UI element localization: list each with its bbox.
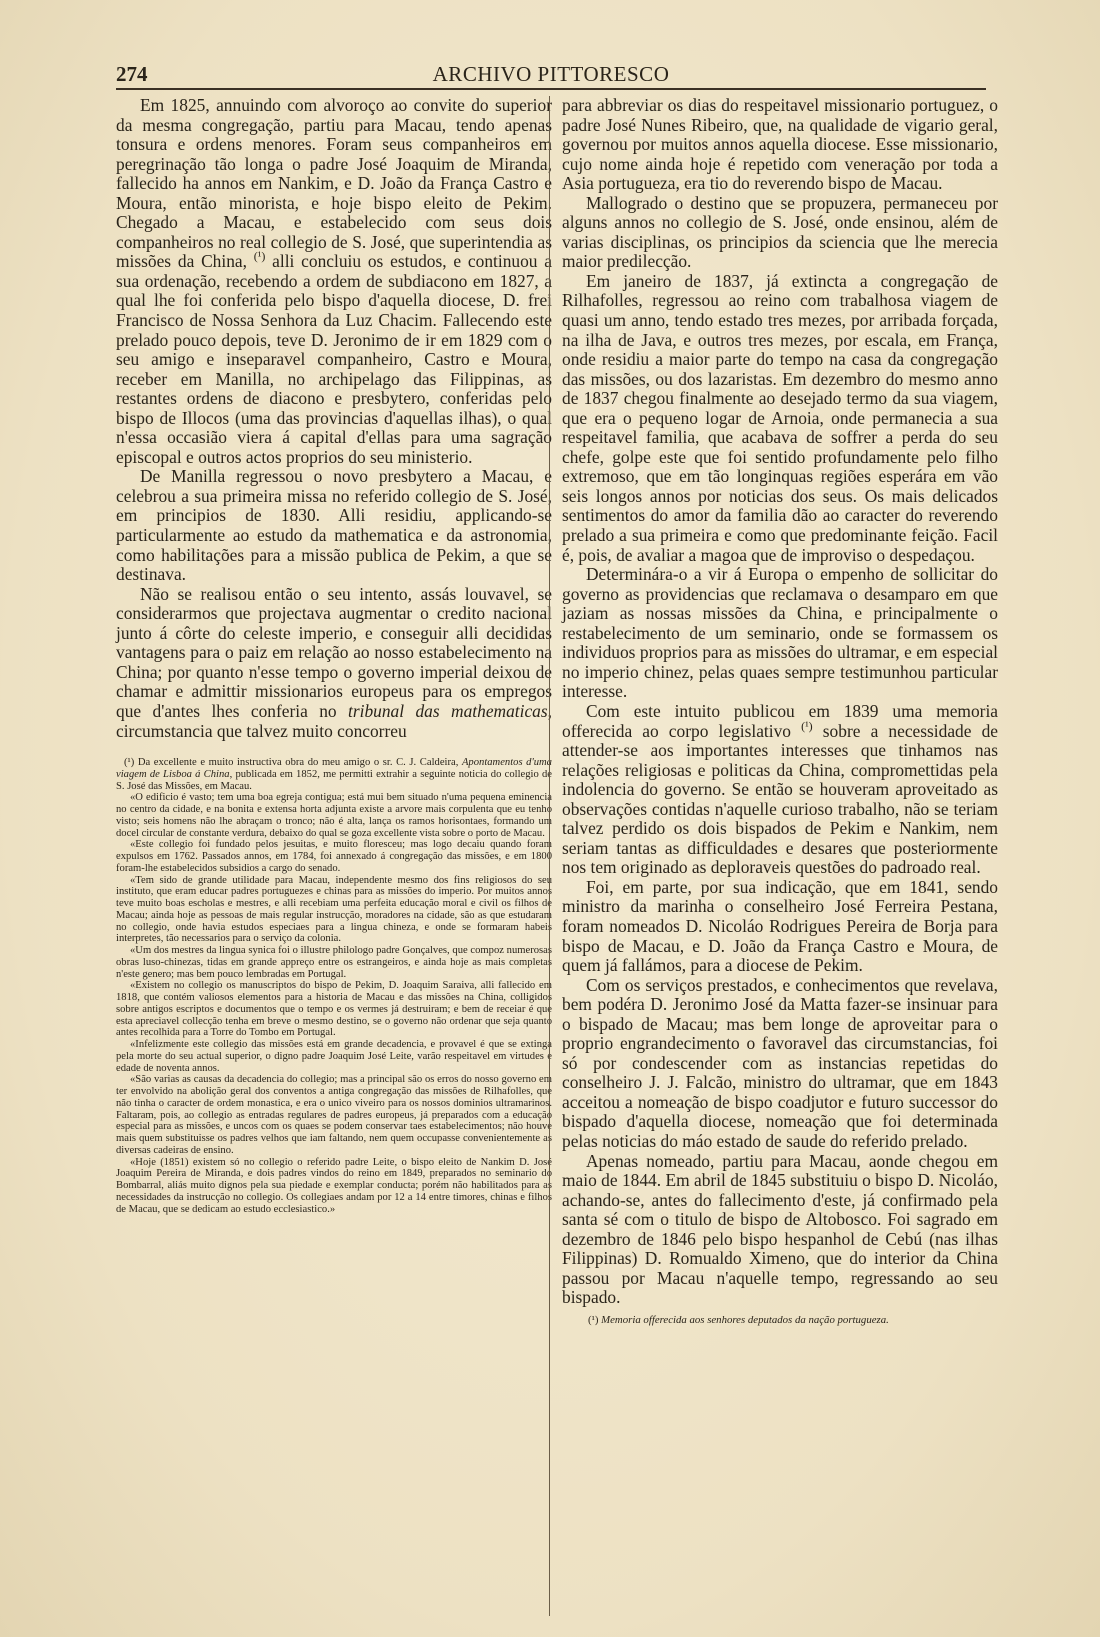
footnote-paragraph: «Tem sido de grande utilidade para Macau, independente mesmo dos fins religiosos do seu instituto, que eram educar padres portuguezes e chinas para as missões do imperio. Por muitos annos teve muito boas escholas e mestres, e alli recebiam uma perfeita educação moral e civil os filhos de Macau; ainda hoje as pessoas de mais regular instrucção, moradores na cidade, são as que estudaram no collegio, onde havia estudos especiaes para a lingua chineza, e onde se formaram habeis interpretes, tão necessarios para o serviço da colonia. bbox=[116, 874, 552, 945]
right-column bbox=[562, 96, 998, 1338]
body-text: sobre a necessidade de attender-se aos importantes interesses que tinhamos nas relações religiosas e politicas da China, compromettidas pela indolencia do governo. Se então se houveram aproveitado as observações contidas n'aquelle curioso trabalho, não se teriam talvez perdido os dois bispados de Pekim e Nankim, nem seriam tantas as difficuldades e desares que posteriormente nos tem originado as deploraveis questões do padroado real. bbox=[562, 720, 998, 878]
footnote-text: Memoria offerecida aos senhores deputados da nação portugueza. bbox=[601, 1313, 889, 1326]
footnote-text: , publicada em 1852, me permitti extrahir a seguinte noticia do collegio de S. José das Missões, em Macau. bbox=[116, 768, 552, 792]
footnote-paragraph bbox=[116, 757, 552, 792]
footnote-paragraph: «Hoje (1851) existem só no collegio o referido padre Leite, o bispo eleito de Nankim D. José Joaquim Pereira de Miranda, e dois padres vindos do reino em 1849, preparados no seminario do Bombarral, aliás muito dignos pela sua piedade e exemplar conducta; porém não habilitados para as necessidades da instrucção no collegio. Os collegiaes andam por 12 a 14 entre timores, chinas e filhos de Macau, que se dedicam ao estudo ecclesiastico.» bbox=[116, 1156, 552, 1215]
footnote-reference: (¹) bbox=[801, 718, 813, 733]
body-paragraph: Em janeiro de 1837, já extincta a congregação de Rilhafolles, regressou ao reino com trabalhosa viagem de quasi um anno, tendo estado tres mezes, por arribada forçada, na ilha de Java, e outros tres mezes, por escala, em França, onde residiu a maior parte do tempo na casa da congregação das missões, ou dos lazaristas. Em dezembro do mesmo anno de 1837 chegou finalmente ao desejado termo da sua viagem, que era o pequeno logar de Arnoia, onde permanecia a sua respeitavel familia, que acabava de soffrer a perda do seu chefe, golpe este que foi sentido profundamente pelo filho extremoso, que em tão longinquas regiões esperára em vão seis longos annos por noticias dos seus. Os mais delicados sentimentos do amor da familia dão ao caracter do reverendo prelado a sua primeira e como que predominante feição. Facil é, pois, de avaliar a magoa que de improviso o despedaçou. bbox=[562, 270, 998, 565]
footnote-paragraph: «Existem no collegio os manuscriptos do bispo de Pekim, D. Joaquim Saraiva, alli fallecido em 1818, que contém valiosos elementos para a historia de Macau e das missões na China, colligidos sobre antigos escriptos e documentos que o tempo e os vermes já destruiram; e bem de receiar é que esta apreciavel collecção tenha em breve o mesmo destino, se o governo não ordenar que seja quanto antes recolhida para a Torre do Tombo em Portugal. bbox=[116, 980, 552, 1039]
body-text: alli concluiu os estudos, e continuou a sua ordenação, recebendo a ordem de subdiacono em 1827, a qual lhe foi conferida pelo bispo d'aquella diocese, D. frei Francisco de Nossa Senhora da Luz Chacim. Fallecendo este prelado pouco depois, teve D. Jeronimo de ir em 1829 com o seu amigo e inseparavel companheiro, Castro e Moura, receber em Manilla, no archipelago das Filippinas, as restantes ordens de diacono e presbytero, conferidas pelo bispo de Illocos (uma das provincias d'aquellas ilhas), o qual n'essa occasião viera á capital d'ellas para uma sagração episcopal e outros actos proprios do seu ministerio. bbox=[116, 251, 552, 467]
body-paragraph: Mallogrado o destino que se propuzera, permaneceu por alguns annos no collegio de S. José, onde ensinou, além de varias disciplinas, os principios da sciencia que lhe merecia maior predilecção. bbox=[562, 192, 998, 272]
footnote-paragraph: «São varias as causas da decadencia do collegio; mas a principal são os erros do nosso governo em ter envolvido na abolição geral dos conventos a antiga congregação das missões de Rilhafolles, que não tinha o caracter de ordem monastica, e era o unico viveiro para os nossos dominios ultramarinos. Faltaram, pois, ao collegio as entradas regulares de padres europeus, já preparados com a educação especial para as missões, e uncos com os quaes se podem conservar taes estabelecimentos; não houve mais quem substituisse os padres velhos que iam faltando, nem quem occupasse convenientemente as diversas cadeiras de ensino. bbox=[116, 1074, 552, 1156]
footnote-reference: (¹) bbox=[588, 1313, 599, 1326]
footnote-paragraph: «Um dos mestres da lingua synica foi o illustre philologo padre Gonçalves, que compoz numerosas obras luso-chinezas, tidas em grande appreço entre os estrangeiros, e ainda hoje as mais completas n'este genero; mas bem pouco lembradas em Portugal. bbox=[116, 945, 552, 980]
page-header bbox=[116, 62, 986, 90]
body-paragraph bbox=[116, 585, 552, 741]
column-divider bbox=[549, 96, 550, 1616]
footnote-paragraph: «Este collegio foi fundado pelos jesuitas, e muito floresceu; mas logo decaiu quando foram expulsos em 1762. Passados annos, em 1784, foi annexado á congregação das missões, e em 1800 foram-lhe estabelecidos subsidios a cargo do senado. bbox=[116, 839, 552, 874]
footnote-paragraph bbox=[562, 1314, 998, 1327]
header-rule bbox=[116, 88, 986, 90]
page-number: 274 bbox=[116, 62, 148, 86]
italic-term: tribunal das mathematicas bbox=[348, 700, 548, 721]
footnotes bbox=[116, 757, 552, 1215]
body-paragraph: Foi, em parte, por sua indicação, que em 1841, sendo ministro da marinha o conselheiro José Ferreira Pestana, foram nomeados D. Nicoláo Rodrigues Pereira de Borja para bispo de Macau, e D. João da França Castro e Moura, de quem já fallámos, para a diocese de Pekim. bbox=[562, 876, 998, 976]
footnote-reference: (¹) bbox=[253, 249, 266, 264]
body-paragraph bbox=[562, 702, 998, 878]
body-paragraph: Com os serviços prestados, e conhecimentos que revelava, bem podéra D. Jeronimo José da Matta fazer-se insinuar para o bispado de Macau; mas bem longe de aproveitar para o proprio engrandecimento o favoravel das circumstancias, foi só por condescender com as instancias repetidas do conselheiro J. J. Falcão, ministro do ultramar, que em 1843 acceitou a nomeação de bispo coadjutor e futuro successor do bispado d'aquella diocese, nomeação que foi determinada pelas noticias do máo estado de saude do referido prelado. bbox=[562, 974, 998, 1151]
left-column bbox=[116, 96, 552, 1215]
body-text: Em 1825, annuindo com alvoroço ao convite do superior da mesma congregação, partiu para Macau, tendo apenas tonsura e ordens menores. Foram seus companheiros em peregrinação tão longa o padre José Joaquim de Miranda, fallecido ha annos em Nankim, e D. João da França Castro e Moura, então minorista, e hoje bispo eleito de Pekim. Chegado a Macau, e estabelecido com seus dois companheiros no real collegio de S. José, que superintendia as missões da China, bbox=[116, 95, 552, 272]
running-title: ARCHIVO PITTORESCO bbox=[432, 62, 670, 86]
body-text: , circumstancia que talvez muito concorreu bbox=[116, 700, 552, 741]
body-paragraph: Determinára-o a vir á Europa o empenho de sollicitar do governo as providencias que reclamava o desamparo em que jaziam as nossas missões da China, e principalmente o restabelecimento de um seminario, onde se formassem os individuos proprios para as missões do ultramar, e em especial no imperio chinez, pelas quaes sempre testimunhou particular interesse. bbox=[562, 564, 998, 702]
body-text: Não se realisou então o seu intento, assás louvavel, se considerarmos que projectava augmentar o credito nacional junto á côrte do celeste imperio, e conseguir alli decididas vantagens para o paiz em relação ao nosso estabelecimento na China; por quanto n'esse tempo o governo imperial deixou de chamar e admittir missionarios europeus para os empregos que d'antes lhes conferia no bbox=[116, 583, 552, 721]
footnote-paragraph: «Infelizmente este collegio das missões está em grande decadencia, e provavel é que se extinga pela morte do seu actual superior, o digno padre Joaquim José Leite, varão respeitavel em virtudes e edade de noventa annos. bbox=[116, 1039, 552, 1074]
footnote-paragraph: «O edificio é vasto; tem uma boa egreja contigua; está mui bem situado n'uma pequena eminencia no centro da cidade, e na bonita e extensa horta adjunta existe a arvore mais corpulenta que eu tenho visto; seis homens não lhe abraçam o tronco; não é alta, lança os ramos horisontaes, formando um docel circular de constante verdura, debaixo do qual se goza excellente vista sobre o porto de Macau. bbox=[116, 792, 552, 839]
body-paragraph: De Manilla regressou o novo presbytero a Macau, e celebrou a sua primeira missa no referido collegio de S. José, em principios de 1830. Alli residiu, applicando-se particularmente ao estudo da mathematica e da astronomia, como habilitações para a missão publica de Pekim, a que se destinava. bbox=[116, 466, 552, 585]
footnote-book-title: Apontamentos d'uma viagem de Lisboa á China bbox=[116, 757, 552, 780]
body-paragraph: para abbreviar os dias do respeitavel missionario portuguez, o padre José Nunes Ribeiro, que, na qualidade de vigario geral, governou por muitos annos aquella diocese. Esse missionario, cujo nome ainda hoje é repetido com veneração por toda a Asia portugueza, era tio do reverendo bispo de Macau. bbox=[562, 95, 998, 194]
body-paragraph: Apenas nomeado, partiu para Macau, aonde chegou em maio de 1844. Em abril de 1845 substituiu o bispo D. Nicoláo, achando-se, antes do fallecimento d'este, já confirmado pela santa sé com o titulo de bispo de Altobosco. Foi sagrado em dezembro de 1846 pelo bispo hespanhol de Cebú (nas ilhas Filippinas) D. Romualdo Ximeno, que do interior da China passou por Macau n'aquelle tempo, regressando ao seu bispado. bbox=[562, 1150, 998, 1308]
body-text: Com este intuito publicou em 1839 uma memoria offerecida ao corpo legislativo bbox=[562, 700, 998, 741]
body-paragraph bbox=[116, 96, 552, 467]
footnote-text: (¹) Da excellente e muito instructiva obra do meu amigo o sr. C. J. Caldeira, bbox=[124, 757, 462, 769]
